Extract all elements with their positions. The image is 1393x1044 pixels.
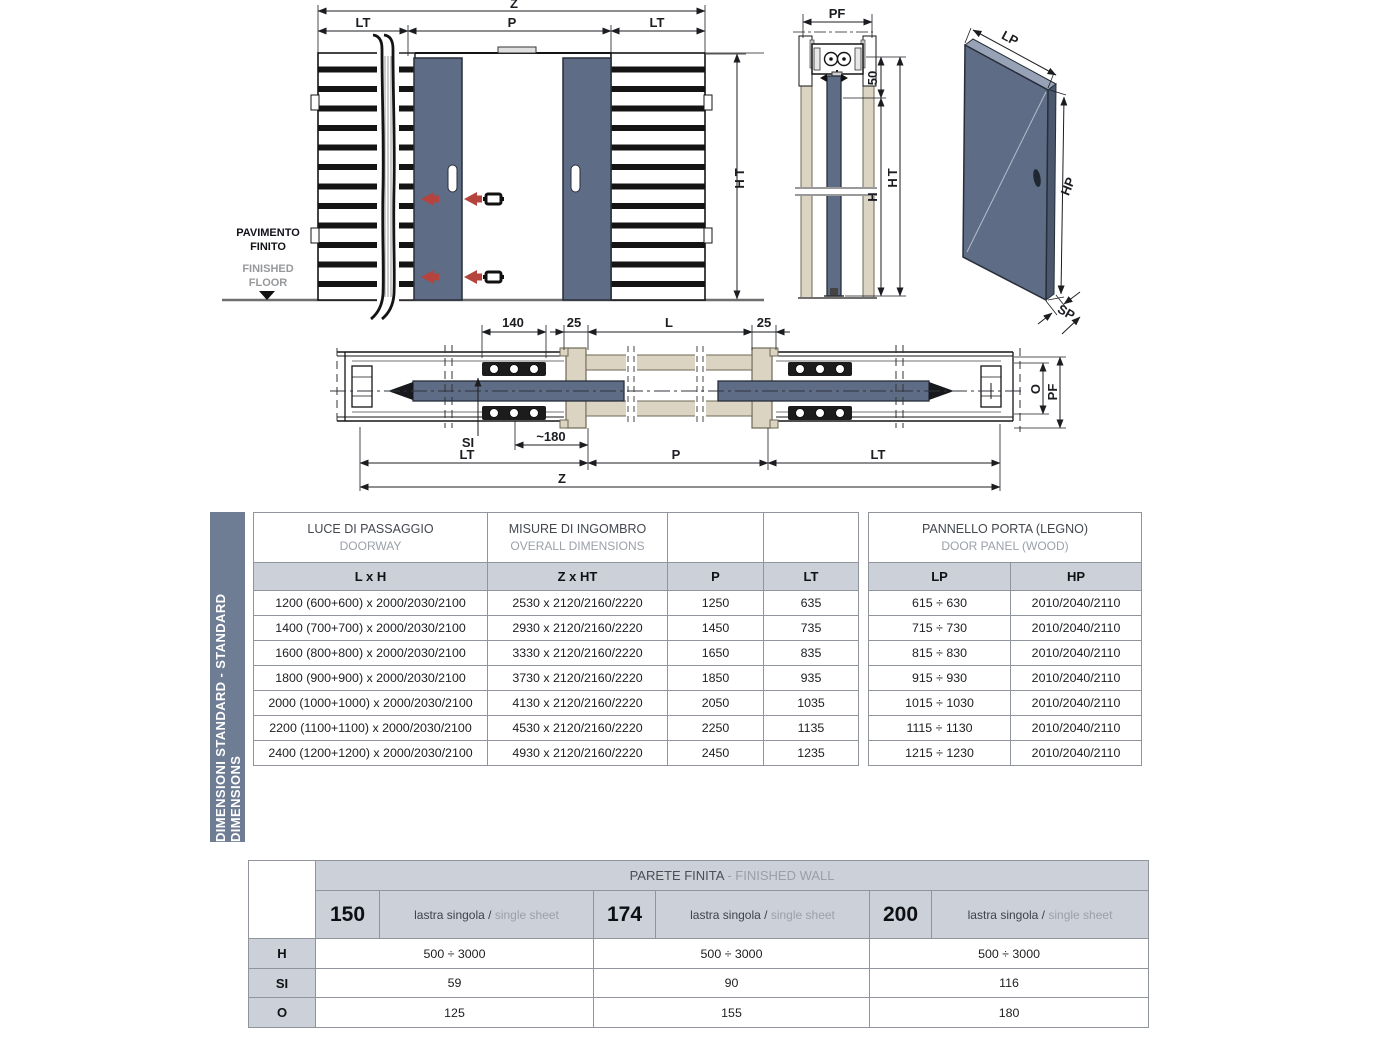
latch-icon [483,194,504,204]
pocket-end-post [352,366,372,407]
table-cell: 1800 (900+900) x 2000/2030/2100 [254,666,488,691]
table-cell: 1135 [764,716,859,741]
row-header: H [249,939,316,969]
dim-label-lt: LT [355,15,371,30]
dim-label-140: 140 [502,315,524,330]
table-cell: 116 [870,969,1149,998]
group-title-en: DOOR PANEL (WOOD) [941,538,1069,553]
floor-marker-icon [259,291,275,300]
column-header: P [668,563,764,591]
dim-label-h: H [865,192,880,202]
floor-label-en: FINISHED [242,263,294,275]
table-row [254,691,859,716]
table-cell: 3730 x 2120/2160/2220 [488,666,668,691]
table-row [249,939,1149,969]
wall-sheet [801,60,812,298]
group-title-it: LUCE DI PASSAGGIO [307,521,434,536]
table-group-header [869,513,1142,563]
sheet-label-en: single sheet [494,907,559,922]
dim-label-p: P [671,447,681,462]
sheet-label-it: lastra singola / [414,907,492,922]
dim-label-p: P [507,15,517,30]
table-cell: 125 [316,998,594,1028]
dim-label-ht: HT [732,165,747,189]
sheet-type-label [932,891,1149,939]
group-title-it: PANNELLO PORTA (LEGNO) [922,521,1089,536]
table-row [869,691,1142,716]
sidebar-label: DIMENSIONI STANDARD - STANDARD DIMENSIONS [212,593,243,842]
table-cell: 2450 [668,741,764,766]
wall-thickness-value: 150 [316,891,380,939]
column-header: HP [1011,563,1142,591]
plan-section-view [330,315,1080,491]
table-cell: 180 [870,998,1149,1028]
right-pocket-cassette [611,53,705,300]
sheet-label-en: single sheet [1048,907,1113,922]
table-row [249,969,1149,998]
table-cell: 1650 [668,641,764,666]
table-cell: 735 [764,616,859,641]
table-cell: 2000 (1000+1000) x 2000/2030/2100 [254,691,488,716]
table-cell: 500 ÷ 3000 [870,939,1149,969]
table-row [869,641,1142,666]
group-title-it: MISURE DI INGOMBRO [508,521,647,536]
dim-label-ht: HT [885,166,900,188]
table-cell: 1115 ÷ 1130 [869,716,1011,741]
dim-label-hp: HP [1057,175,1079,198]
table-cell: 1250 [668,591,764,616]
table-cell: 1600 (800+800) x 2000/2030/2100 [254,641,488,666]
table-cell: 1200 (600+600) x 2000/2030/2100 [254,591,488,616]
table-row [254,616,859,641]
dim-label-si: SI [461,435,475,450]
sheet-type-label [380,891,594,939]
floor-guide [830,288,838,296]
dim-label-z: Z [558,471,566,486]
dim-label-180: ~180 [536,429,566,444]
group-title-en: DOORWAY [339,538,402,553]
dim-label-pf: PF [1045,383,1060,401]
table-cell: 635 [764,591,859,616]
dim-label-pf: PF [828,6,846,21]
dim-label-lt: LT [459,447,475,462]
floor-label-it: PAVIMENTO [236,227,300,239]
door-panel-section [827,76,841,296]
table-cell: 1850 [668,666,764,691]
dim-label-l: L [665,315,673,330]
table-row [869,716,1142,741]
column-header: L x H [254,563,488,591]
table-title-en: - FINISHED WALL [727,868,835,883]
table-title [316,861,1149,891]
table-cell: 500 ÷ 3000 [594,939,870,969]
latch-icon [483,272,504,282]
column-header: LP [869,563,1011,591]
doorway-dimensions-table [253,512,859,766]
sheet-type-label [656,891,870,939]
wall-thickness-value: 174 [594,891,656,939]
table-cell: 2010/2040/2110 [1011,616,1142,641]
table-cell: 915 ÷ 930 [869,666,1011,691]
table-cell: 2010/2040/2110 [1011,691,1142,716]
door-panel-3d-view [963,28,1080,324]
column-header: LT [764,563,859,591]
table-cell: 1215 ÷ 1230 [869,741,1011,766]
wall-thickness-value: 200 [870,891,932,939]
front-elevation-view [222,0,764,319]
table-cell: 2530 x 2120/2160/2220 [488,591,668,616]
table-row [869,616,1142,641]
table-group-header [254,513,488,563]
table-cell: 500 ÷ 3000 [316,939,594,969]
table-cell: 2250 [668,716,764,741]
section-title-sidebar [210,512,245,842]
table-cell: 715 ÷ 730 [869,616,1011,641]
table-cell: 2010/2040/2110 [1011,641,1142,666]
finished-wall-edge [586,355,752,370]
table-cell: 1035 [764,691,859,716]
floor-label-it: FINITO [250,241,286,253]
table-title-it: PARETE FINITA [629,868,724,883]
table-cell: 615 ÷ 630 [869,591,1011,616]
row-header: O [249,998,316,1028]
table-cell: 1015 ÷ 1030 [869,691,1011,716]
table-row [249,998,1149,1028]
dim-label-25: 25 [566,315,582,330]
group-title-en: OVERALL DIMENSIONS [510,538,645,553]
vertical-section-view [793,6,906,298]
table-cell: 2400 (1200+1200) x 2000/2030/2100 [254,741,488,766]
table-cell: 1450 [668,616,764,641]
table-cell: 3330 x 2120/2160/2220 [488,641,668,666]
table-cell: 2050 [668,691,764,716]
right-door-handle [571,165,580,192]
table-cell: 4930 x 2120/2160/2220 [488,741,668,766]
door-panel-table [868,512,1142,766]
dim-label-lp: LP [999,27,1021,49]
sheet-label-en: single sheet [770,907,835,922]
table-group-header [488,513,668,563]
finished-wall-table [248,860,1149,1028]
table-row [254,591,859,616]
table-cell: 2010/2040/2110 [1011,666,1142,691]
table-cell: 4530 x 2120/2160/2220 [488,716,668,741]
table-cell: 90 [594,969,870,998]
table-row [869,741,1142,766]
left-pocket-cassette [318,53,380,300]
dim-label-50: 50 [865,70,880,86]
table-cell: 2930 x 2120/2160/2220 [488,616,668,641]
table-cell: 835 [764,641,859,666]
table-row [869,591,1142,616]
finished-wall-edge [586,401,752,416]
technical-drawing [0,0,1393,520]
sheet-label-it: lastra singola / [967,907,1046,922]
table-group-header-empty [668,513,764,563]
table-group-header-empty [764,513,859,563]
table-cell: 2010/2040/2110 [1011,716,1142,741]
right-door-panel [563,58,611,300]
sheet-label-it: lastra singola / [690,907,768,922]
floor-label-en: FLOOR [248,277,288,289]
column-header: Z x HT [488,563,668,591]
table-cell: 2200 (1100+1100) x 2000/2030/2100 [254,716,488,741]
table-cell: 815 ÷ 830 [869,641,1011,666]
dim-label-o: O [1028,383,1043,395]
row-header: SI [249,969,316,998]
table-row [254,716,859,741]
table-row [254,641,859,666]
dim-label-z: Z [510,0,518,11]
dim-label-sp: SP [1054,301,1078,323]
table-cell: 935 [764,666,859,691]
red-arrow-icon [464,270,482,284]
wall-sheet [863,60,874,298]
table-row [254,666,859,691]
dim-label-lt: LT [870,447,886,462]
table-cell: 1235 [764,741,859,766]
left-door-handle [448,165,457,192]
table-cell: 155 [594,998,870,1028]
table-cell: 2010/2040/2110 [1011,591,1142,616]
table-corner-empty [249,861,316,939]
dim-label-lt: LT [649,15,665,30]
table-cell: 59 [316,969,594,998]
table-row [254,741,859,766]
table-cell: 2010/2040/2110 [1011,741,1142,766]
red-arrow-icon [464,192,482,206]
table-cell: 4130 x 2120/2160/2220 [488,691,668,716]
table-cell: 1400 (700+700) x 2000/2030/2100 [254,616,488,641]
table-row [869,666,1142,691]
dim-label-25: 25 [756,315,772,330]
